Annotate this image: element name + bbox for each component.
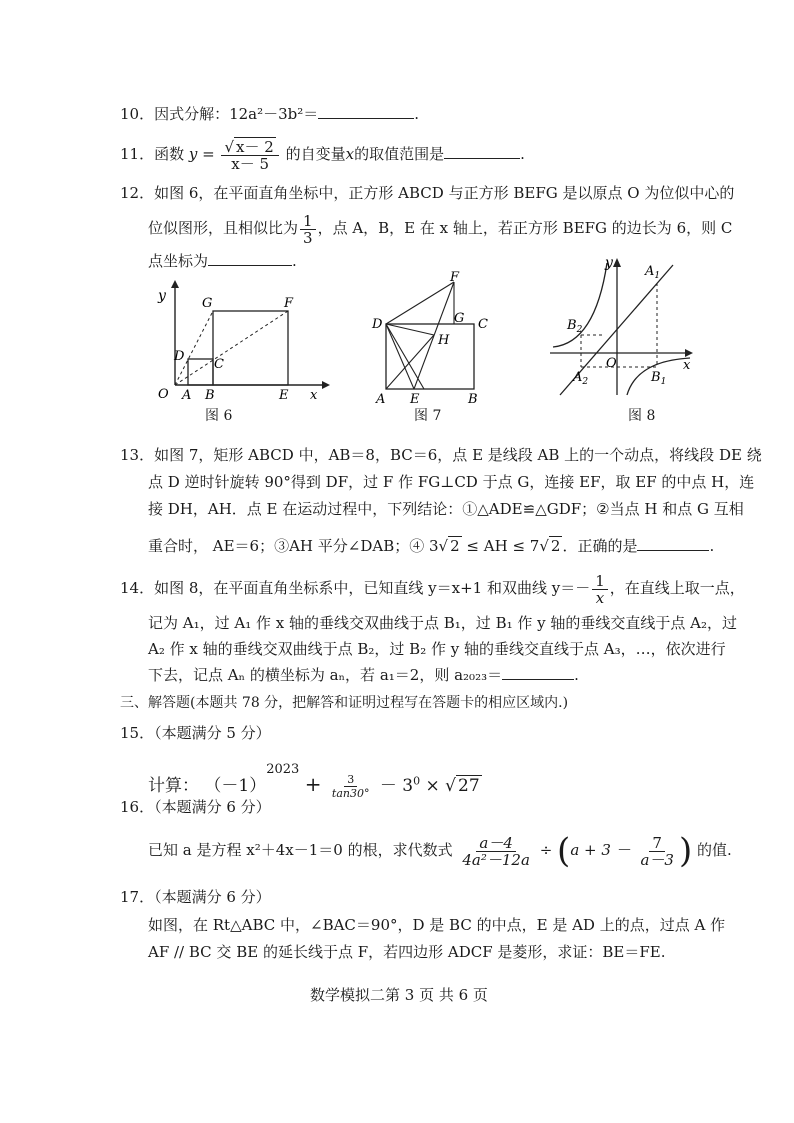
fig6-dash-of	[175, 311, 288, 385]
q12-line2b: ，点 A，B，E 在 x 轴上，若正方形 BEFG 的边长为 6，则 C	[317, 219, 733, 237]
fig7-label-g: G	[454, 311, 465, 326]
q15-plus: +	[304, 772, 322, 796]
q14-line1b: ，在直线上取一点，	[609, 579, 745, 597]
fig6-label-y: y	[158, 288, 166, 304]
question-10	[120, 103, 419, 125]
fig6-label-f: F	[284, 296, 294, 311]
fig6-y-arrow	[171, 280, 179, 288]
question-13-line4: 重合时， AE＝6；③AH 平分∠DAB；④ 3√ 2 ≤ AH ≤ 7√ 2 ．正确的是 .	[148, 537, 715, 555]
q10-end: .	[414, 105, 420, 123]
fig7-label-a: A	[376, 392, 386, 405]
question-17-header: 17．（本题满分 6 分）	[120, 888, 271, 906]
question-15-header: 15．（本题满分 5 分）	[120, 724, 271, 742]
q14-end: .	[574, 666, 579, 684]
question-14-line3: A₂ 作 x 轴的垂线交双曲线于点 B₂，过 B₂ 作 y 轴的垂线交直线于点 A₃，…，依次进行	[148, 640, 726, 658]
q11-pre: 函数	[154, 145, 185, 163]
q14-frac-numerator: 1	[592, 573, 608, 590]
q16-inner: a + 3 －	[570, 841, 631, 859]
question-15-expression: 计算： $(-1)^{2023}$ + $\frac{3}{\tan 30^\circ}$ － $3^0$ × √ 27	[148, 762, 480, 800]
q13-line1: 如图 7，矩形 ABCD 中，AB＝8，BC＝6，点 E 是线段 AB 上的一个动点，将线段 DE 绕	[154, 446, 762, 464]
question-13-line1	[120, 444, 762, 466]
q15-minus: － 3	[379, 776, 414, 796]
fig6-caption: 图 6	[205, 408, 233, 424]
question-12-line3	[148, 250, 297, 272]
q12-number: 12．	[120, 184, 155, 202]
q12-line2a: 位似图形，且相似比为	[148, 219, 299, 237]
question-17-line1: 如图，在 Rt△ABC 中，∠BAC＝90°，D 是 BC 的中点，E 是 AD 上的点，过点 A 作	[148, 916, 726, 934]
q11-number: 11．	[120, 145, 155, 163]
fig8-label-b2: $B_2$	[567, 318, 583, 335]
figure-8	[545, 255, 695, 405]
fig7-de	[386, 324, 414, 389]
q11-fraction: $\frac{√ x- 2}{x- 5}$	[221, 139, 278, 172]
fig6-label-g: G	[202, 296, 213, 311]
q13-answer-blank	[637, 536, 709, 551]
fig6-x-arrow	[322, 381, 330, 389]
fig7-label-h: H	[438, 333, 450, 348]
q15-exponent: 2023	[266, 762, 300, 777]
fig6-label-d: D	[174, 349, 185, 364]
q13-line4a: 重合时， AE＝6；③AH 平分∠DAB；④ 3	[148, 537, 439, 555]
q11-end: .	[520, 145, 525, 163]
q13-line4b: ≤ AH ≤ 7	[461, 537, 540, 555]
q12-end: .	[292, 252, 297, 270]
q15-frac-numerator: 3	[344, 773, 357, 787]
fig8-label-x: x	[683, 358, 691, 373]
fig7-label-d: D	[372, 317, 383, 332]
q15-base: （－1）	[204, 776, 267, 796]
q11-post2: 的取值范围是	[354, 145, 445, 163]
fig8-label-y: y	[605, 255, 613, 271]
q14-line1a: 如图 8，在平面直角坐标系中，已知直线 y＝x+1 和双曲线 y＝－	[154, 579, 591, 597]
q14-line4: 下去，记点 Aₙ 的横坐标为 aₙ，若 a₁＝2，则 a₂₀₂₃＝	[148, 666, 503, 684]
fig7-df	[386, 282, 454, 324]
q16-post: 的值.	[697, 841, 732, 859]
fig6-label-a: A	[182, 388, 192, 403]
q14-frac-denominator: x	[595, 588, 605, 607]
q16-divide: ÷	[539, 841, 553, 859]
question-11	[120, 134, 525, 174]
question-14-line2: 记为 A₁，过 A₁ 作 x 轴的垂线交双曲线于点 B₁，过 B₁ 作 y 轴的垂线交直线于点 A₂，过	[148, 614, 737, 632]
fig8-label-o: O	[606, 356, 617, 371]
fig6-label-b: B	[205, 388, 215, 403]
q14-number: 14．	[120, 579, 155, 597]
fig8-x-arrow	[685, 349, 693, 357]
q12-answer-blank	[208, 251, 292, 266]
question-16-body: 已知 a 是方程 x²＋4x－1＝0 的根，求代数式 $\frac{a-4}{\text{4a²－12a}}$ ÷ (a + 3 － $\frac{7}{a-3}$ ) 的值.	[148, 831, 732, 871]
fig6-label-o: O	[158, 387, 169, 402]
question-14-line4	[148, 664, 579, 686]
fig6-label-e: E	[279, 388, 289, 403]
q15-frac-denominator: tan30°	[331, 787, 370, 800]
q15-root: 27	[458, 776, 480, 796]
q12-line3: 点坐标为	[148, 252, 209, 270]
q11-y: y =	[188, 145, 215, 163]
fig6-label-c: C	[214, 357, 224, 372]
fig8-label-a2: $A_2$	[573, 370, 589, 387]
question-14-line1	[120, 568, 745, 608]
q15-times: ×	[420, 776, 446, 796]
q11-answer-blank	[444, 144, 520, 159]
fig6-label-x: x	[310, 388, 318, 403]
q16-frac1-numerator: a－4	[476, 835, 516, 852]
figure-7	[368, 270, 498, 405]
q13-root-b: 2	[550, 537, 561, 555]
fig6-square-befg	[213, 311, 288, 385]
question-17-line2: AF // BC 交 BE 的延长线于点 F，若四边形 ADCF 是菱形，求证：BE＝FE.	[148, 943, 666, 961]
q15-calc-label: 计算：	[148, 776, 199, 796]
fig6-dash-og	[175, 311, 213, 385]
fig8-label-a1: $A_1$	[645, 264, 661, 281]
q14-answer-blank	[502, 665, 574, 680]
section-3-heading: 三、解答题(本题共 78 分，把解答和证明过程写在答题卡的相应区域内.)	[120, 695, 569, 711]
q13-end: .	[709, 537, 715, 555]
q11-numerator: x－ 2	[236, 137, 274, 156]
q15-exp-zero: 0	[413, 774, 421, 788]
q13-line4c: ．正确的是	[562, 537, 638, 555]
fig7-dh	[386, 324, 434, 335]
q11-x: x	[345, 145, 355, 163]
q12-ratio-denominator: 3	[303, 228, 313, 247]
q13-root-a: 2	[450, 537, 460, 555]
figure-6	[150, 280, 330, 405]
fig7-caption: 图 7	[414, 408, 442, 424]
q12-ratio-numerator: 1	[300, 213, 316, 230]
fig7-label-f: F	[450, 270, 460, 285]
q13-number: 13．	[120, 446, 155, 464]
q10-answer-blank	[318, 104, 414, 119]
question-12-line2	[148, 208, 732, 248]
fig7-label-e: E	[410, 392, 420, 405]
q11-post: 的自变量	[285, 145, 346, 163]
q11-denominator: x－ 5	[231, 154, 270, 173]
page-footer: 数学模拟二第 3 页 共 6 页	[310, 986, 488, 1004]
fig7-label-b: B	[468, 392, 478, 405]
q16-pre: 已知 a 是方程 x²＋4x－1＝0 的根，求代数式	[148, 841, 453, 859]
fig8-label-b1: $B_1$	[651, 370, 667, 387]
fig6-square-abcd	[188, 359, 213, 385]
fig8-caption: 图 8	[628, 408, 656, 424]
fig7-label-c: C	[478, 317, 488, 332]
fig8-y-arrow	[613, 258, 621, 267]
q16-frac1-denominator: 4a²－12a	[462, 850, 530, 869]
question-12-line1	[120, 182, 734, 204]
question-16-header: 16．（本题满分 6 分）	[120, 798, 271, 816]
q16-frac2-numerator: 7	[649, 835, 665, 852]
q12-line1: 如图 6，在平面直角坐标中，正方形 ABCD 与正方形 BEFG 是以原点 O 为位似中心的	[154, 184, 735, 202]
fig7-extra	[386, 324, 424, 389]
question-13-line3: 接 DH，AH．点 E 在运动过程中，下列结论：①△ADE≌△GDF；②当点 H 和点 G 互相	[148, 500, 744, 518]
question-13-line2: 点 D 逆时针旋转 90°得到 DF，过 F 作 FG⊥CD 于点 G，连接 EF，取 EF 的中点 H，连	[148, 473, 755, 491]
q16-frac2-denominator: a－3	[640, 850, 674, 869]
q10-number: 10．	[120, 105, 155, 123]
q10-text: 因式分解：12a²－3b²＝	[154, 105, 319, 123]
